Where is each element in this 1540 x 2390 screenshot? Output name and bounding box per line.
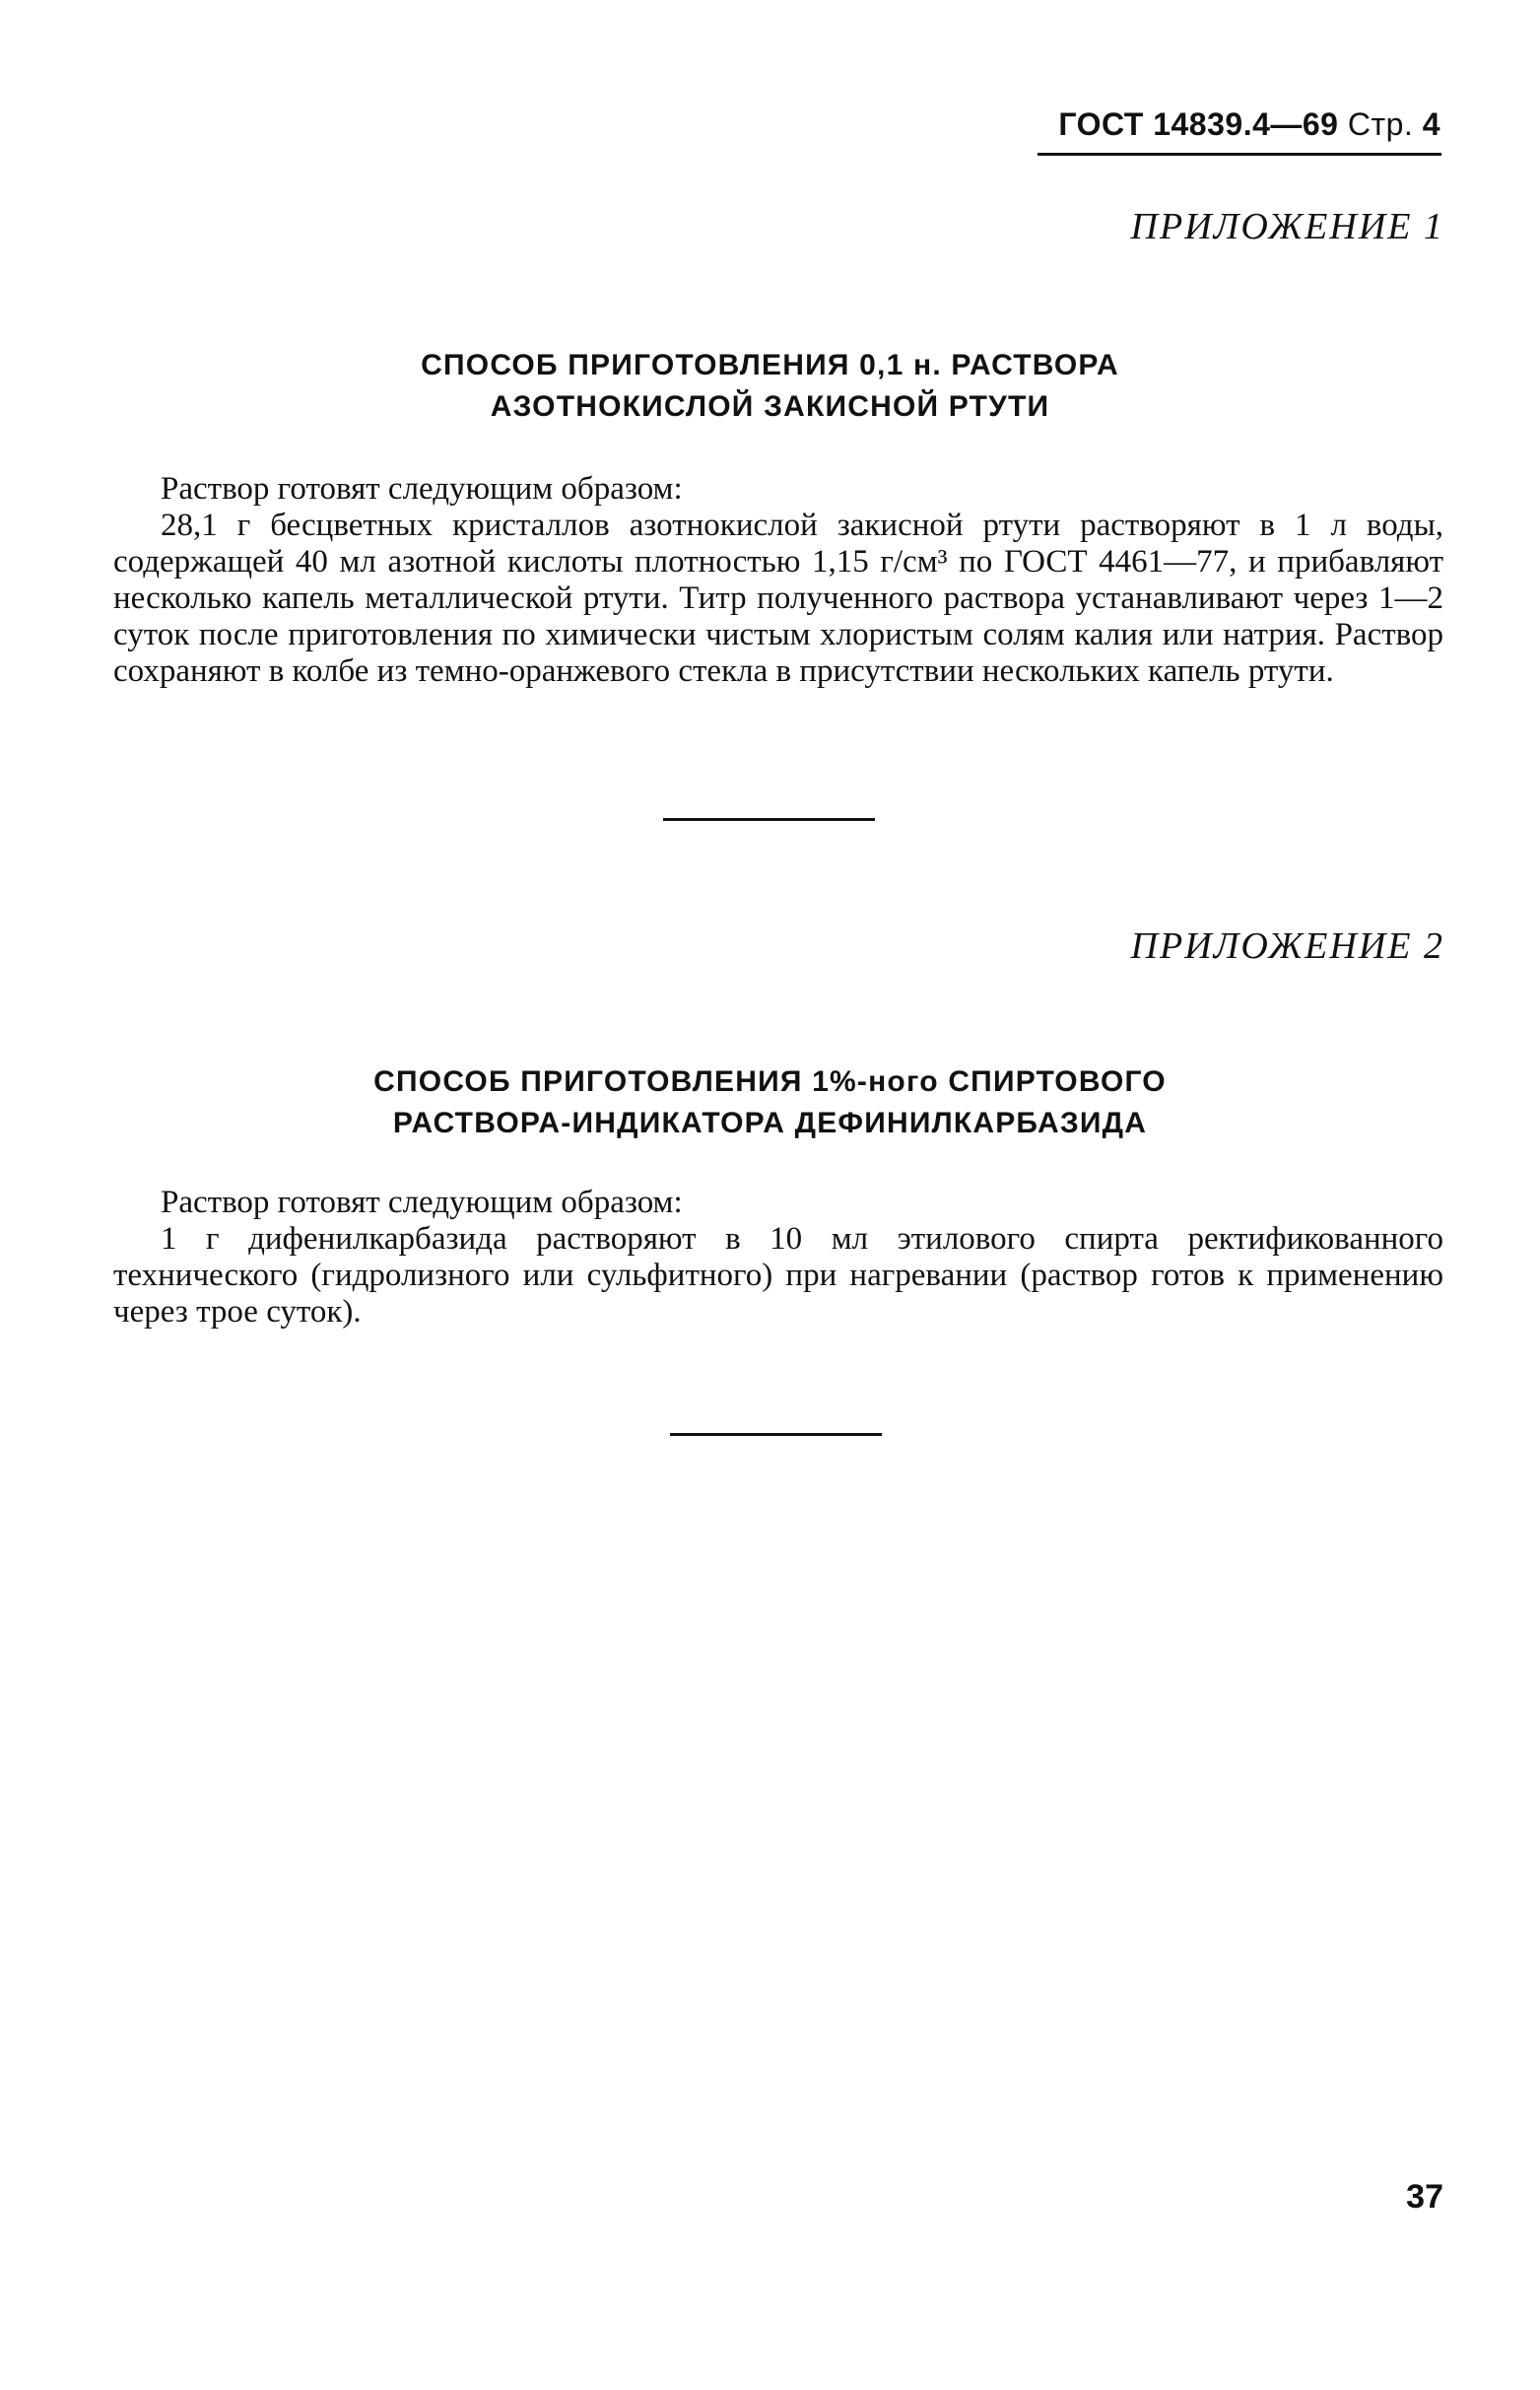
appendix-2-title-line-1: СПОСОБ ПРИГОТОВЛЕНИЯ 1%-ного СПИРТОВОГО [373, 1065, 1167, 1098]
end-separator [670, 1433, 882, 1436]
section-separator [663, 818, 875, 821]
appendix-2-title [0, 1061, 1540, 1144]
appendix-1-body [113, 471, 1443, 690]
header-page-number: 4 [1422, 106, 1440, 142]
appendix-1-paragraph: 28,1 г бесцветных кристаллов азотнокислой закисной ртути растворяют в 1 л воды, содержащей 40 мл азотной кислоты плотностью 1,15 г/см³ по ГОСТ 4461—77, и прибавляют несколько капель металлической ртути. Титр полученного раствора устанавливают через 1—2 суток после приготовления по химически чистым хлористым солям калия или натрия. Раствор сохраняют в колбе из темно-оранжевого стекла в присутствии нескольких капель ртути. [113, 508, 1443, 689]
appendix-1-intro: Раствор готовят следующим образом: [161, 471, 683, 507]
appendix-1-title-line-2: АЗОТНОКИСЛОЙ ЗАКИСНОЙ РТУТИ [490, 390, 1050, 423]
appendix-2-title-line-2: РАСТВОРА-ИНДИКАТОРА ДЕФИНИЛКАРБАЗИДА [392, 1107, 1148, 1139]
appendix-2-label: ПРИЛОЖЕНИЕ 2 [1130, 925, 1444, 967]
appendix-1-label: ПРИЛОЖЕНИЕ 1 [1130, 206, 1444, 247]
standard-designation: ГОСТ 14839.4—69 [1058, 106, 1339, 142]
header-rule [1038, 153, 1441, 156]
page-header [1044, 106, 1440, 143]
appendix-2-paragraph: 1 г дифенилкарбазида растворяют в 10 мл этилового спирта ректификованного технического (гидролизного или сульфитного) при нагревании (раствор готов к применению через трое суток). [113, 1221, 1443, 1330]
appendix-1-title-line-1: СПОСОБ ПРИГОТОВЛЕНИЯ 0,1 н. РАСТВОРА [421, 349, 1119, 381]
appendix-2-intro: Раствор готовят следующим образом: [161, 1185, 683, 1220]
page-number: 37 [1406, 2178, 1443, 2216]
appendix-1-title [0, 345, 1540, 428]
page-word: Стр. [1347, 106, 1414, 142]
appendix-2-body [113, 1185, 1443, 1331]
